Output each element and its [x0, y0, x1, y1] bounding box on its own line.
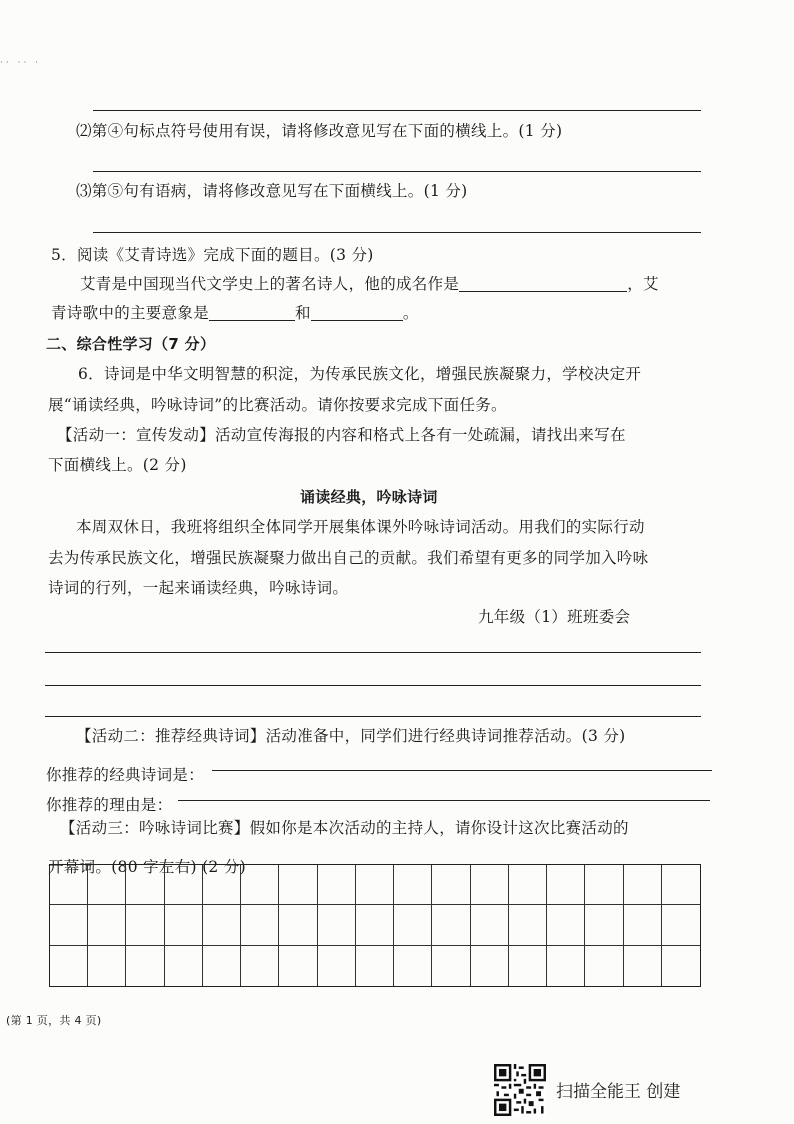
scan-specks: ·· ·· ·	[0, 58, 42, 68]
grid-cell[interactable]	[547, 905, 585, 945]
grid-cell[interactable]	[432, 905, 470, 945]
q5-line2-end: 。	[402, 304, 419, 322]
grid-cell[interactable]	[356, 946, 394, 986]
grid-cell[interactable]	[88, 865, 126, 905]
qr-code-icon	[494, 1064, 546, 1116]
activity1-line1: 【活动一：宣传发动】活动宣传海报的内容和格式上各有一处疏漏，请找出来写在	[57, 426, 626, 444]
grid-cell[interactable]	[585, 865, 623, 905]
poster-signature: 九年级（1）班班委会	[478, 608, 631, 626]
activity3-line1: 【活动三：吟咏诗词比赛】假如你是本次活动的主持人，请你设计这次比赛活动的	[60, 819, 629, 837]
grid-cell[interactable]	[279, 865, 317, 905]
grid-cell[interactable]	[318, 905, 356, 945]
grid-cell[interactable]	[547, 865, 585, 905]
q5-line2	[51, 303, 419, 323]
grid-cell[interactable]	[318, 865, 356, 905]
grid-cell[interactable]	[165, 865, 203, 905]
q5-line1-tail: ，艾	[627, 275, 659, 293]
answer-line	[178, 800, 710, 801]
answer-line	[45, 716, 701, 717]
answer-line	[212, 770, 712, 771]
grid-cell[interactable]	[126, 946, 164, 986]
grid-cell[interactable]	[624, 946, 662, 986]
q5-line1	[80, 274, 659, 294]
grid-cell[interactable]	[662, 865, 700, 905]
grid-cell[interactable]	[662, 905, 700, 945]
grid-cell[interactable]	[50, 865, 88, 905]
q6-line1: 6．诗词是中华文明智慧的积淀，为传承民族文化，增强民族凝聚力，学校决定开	[78, 365, 642, 383]
q4-sub3-text: ⑶第⑤句有语病，请将修改意见写在下面横线上。(1 分)	[76, 182, 468, 200]
answer-line	[93, 110, 701, 111]
grid-cell[interactable]	[241, 946, 279, 986]
q4-sub2-text: ⑵第④句标点符号使用有误，请将修改意见写在下面的横线上。(1 分)	[76, 122, 563, 140]
answer-line	[45, 652, 701, 653]
poster-paragraph-line: 去为传承民族文化，增强民族凝聚力做出自己的贡献。我们希望有更多的同学加入吟咏	[48, 549, 649, 567]
grid-cell[interactable]	[126, 865, 164, 905]
grid-cell[interactable]	[394, 905, 432, 945]
grid-cell[interactable]	[165, 905, 203, 945]
grid-cell[interactable]	[126, 905, 164, 945]
writing-grid[interactable]	[49, 864, 701, 987]
q5-line2-and: 和	[295, 304, 311, 322]
section2-heading: 二、综合性学习（7 分）	[46, 335, 216, 353]
grid-cell[interactable]	[585, 905, 623, 945]
fill-blank[interactable]	[459, 275, 627, 292]
activity2-line1: 【活动二：推荐经典诗词】活动准备中，同学们进行经典诗词推荐活动。(3 分)	[76, 727, 626, 745]
grid-cell[interactable]	[356, 905, 394, 945]
grid-cell[interactable]	[394, 865, 432, 905]
grid-cell[interactable]	[279, 905, 317, 945]
grid-cell[interactable]	[624, 865, 662, 905]
fill-blank[interactable]	[209, 304, 295, 321]
grid-cell[interactable]	[88, 905, 126, 945]
grid-cell[interactable]	[509, 905, 547, 945]
q6-line2: 展“诵读经典，吟咏诗词”的比赛活动。请你按要求完成下面任务。	[48, 396, 507, 414]
grid-cell[interactable]	[509, 865, 547, 905]
grid-cell[interactable]	[509, 946, 547, 986]
grid-cell[interactable]	[279, 946, 317, 986]
grid-cell[interactable]	[471, 905, 509, 945]
activity3-line2: 开幕词。(80 字左右) (2 分)	[48, 858, 246, 876]
grid-cell[interactable]	[394, 946, 432, 986]
grid-cell[interactable]	[203, 905, 241, 945]
answer-line	[93, 232, 701, 233]
q5-line2-text: 青诗歌中的主要意象是	[51, 304, 210, 322]
grid-cell[interactable]	[50, 946, 88, 986]
grid-cell[interactable]	[356, 865, 394, 905]
grid-cell[interactable]	[432, 946, 470, 986]
grid-cell[interactable]	[203, 946, 241, 986]
scanner-watermark-label: 扫描全能王 创建	[556, 1082, 681, 1102]
grid-cell[interactable]	[165, 946, 203, 986]
grid-cell[interactable]	[624, 905, 662, 945]
grid-cell[interactable]	[241, 905, 279, 945]
activity2-poem-prompt: 你推荐的经典诗词是：	[46, 766, 205, 784]
grid-cell[interactable]	[203, 865, 241, 905]
page-number: (第 1 页，共 4 页)	[6, 1014, 102, 1027]
poster-paragraph-line: 诗词的行列，一起来诵读经典，吟咏诗词。	[48, 579, 349, 597]
grid-cell[interactable]	[88, 946, 126, 986]
poster-paragraph-line: 本周双休日，我班将组织全体同学开展集体课外吟咏诗词活动。用我们的实际行动	[76, 518, 645, 536]
activity2-reason-prompt: 你推荐的理由是：	[46, 796, 173, 814]
grid-cell[interactable]	[432, 865, 470, 905]
grid-cell[interactable]	[585, 946, 623, 986]
grid-cell[interactable]	[241, 865, 279, 905]
poster-title: 诵读经典，吟咏诗词	[300, 488, 438, 506]
answer-line	[45, 685, 701, 686]
grid-cell[interactable]	[547, 946, 585, 986]
q5-title: 5．阅读《艾青诗选》完成下面的题目。(3 分)	[51, 246, 374, 264]
q5-line1-text: 艾青是中国现当代文学史上的著名诗人，他的成名作是	[80, 275, 460, 293]
grid-cell[interactable]	[50, 905, 88, 945]
grid-cell[interactable]	[318, 946, 356, 986]
grid-cell[interactable]	[662, 946, 700, 986]
answer-line	[93, 171, 701, 172]
fill-blank[interactable]	[311, 304, 403, 321]
activity1-line2: 下面横线上。(2 分)	[48, 456, 187, 474]
grid-cell[interactable]	[471, 865, 509, 905]
grid-cell[interactable]	[471, 946, 509, 986]
